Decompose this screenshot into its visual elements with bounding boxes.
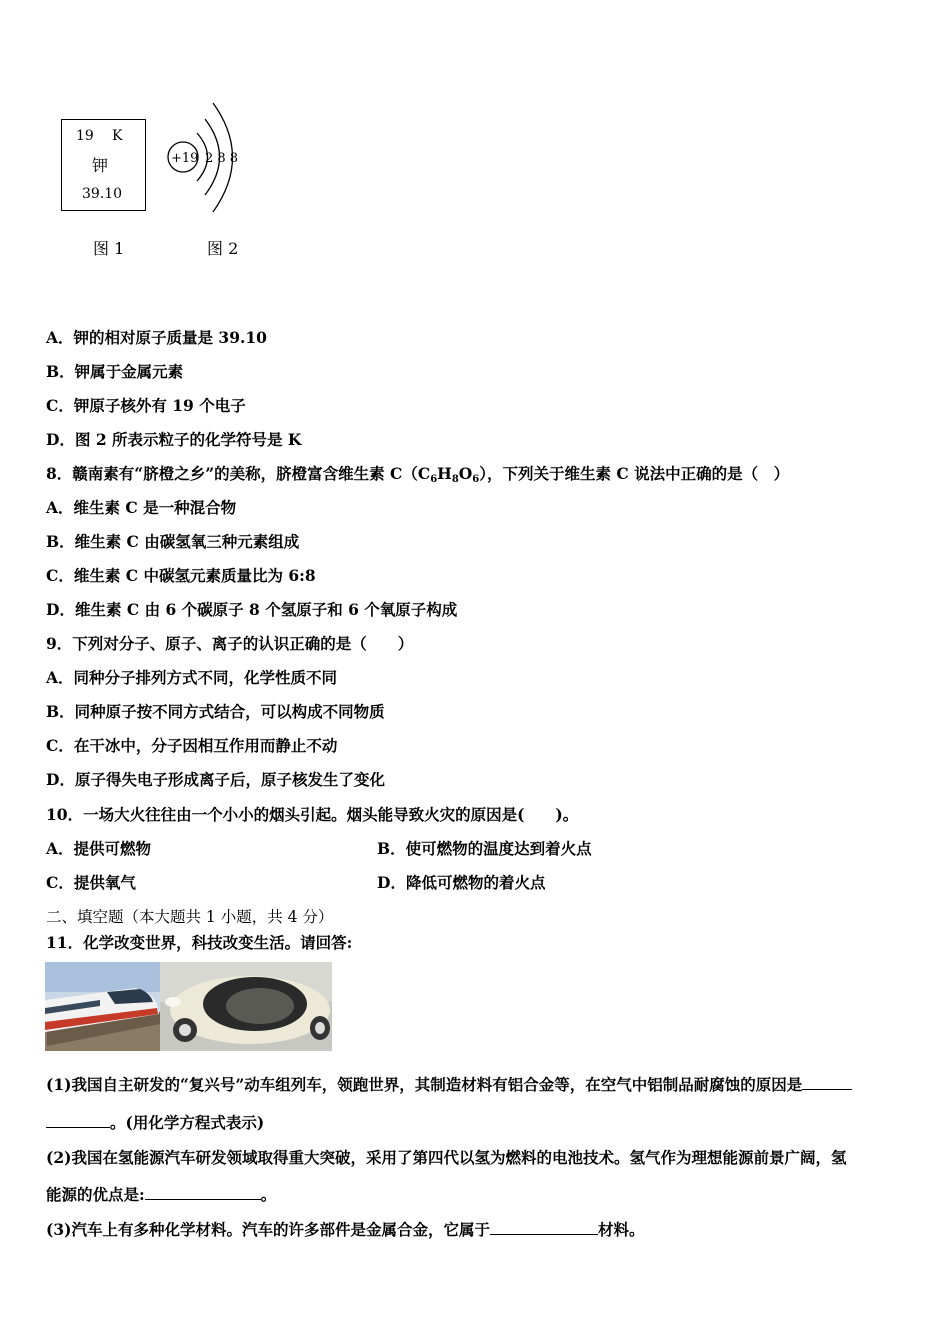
q8-stem: 8．赣南素有“脐橙之乡”的美称，脐橙富含维生素 $C(C_6H_8O_6)$，下列关于维生素 C 说法中正确的是（ ） [46,464,790,485]
q7-option-a: A．钾的相对原子质量是 39.10 [46,328,267,347]
q11-photos [45,962,332,1051]
q11-part2-line2: 能源的优点是: 。 [46,1185,277,1204]
q11-part3-line: (3)汽车上有多种化学材料。汽车的许多部件是金属合金，它属于 材料。 [46,1220,645,1239]
q11-part1-blank-cont[interactable] [46,1113,110,1128]
q11-part3-blank[interactable] [490,1220,598,1235]
figure2-label: 图 2 [207,239,239,258]
concept-car-photo [160,962,332,1051]
q7-option-c: C．钾原子核外有 19 个电子 [46,396,246,415]
atomic-number: 19 [76,128,94,144]
q11-part1-line2: 。(用化学方程式表示) [46,1111,264,1133]
electron-shells: 2 8 8 [205,151,239,166]
q10-option-b: B．使可燃物的温度达到着火点 [377,839,592,858]
q8-option-d: D．维生素 C 由 6 个碳原子 8 个氢原子和 6 个氧原子构成 [46,600,458,619]
atom-structure-diagram [160,95,260,220]
element-name: 钾 [92,156,109,175]
q10-option-a: A．提供可燃物 [46,839,152,858]
element-symbol: K [112,128,123,144]
train-photo [45,962,160,1051]
q7-option-d: D．图 2 所表示粒子的化学符号是 K [46,430,302,449]
q11-part2-blank[interactable] [145,1185,261,1200]
q10-stem: 10．一场大火往往由一个小小的烟头引起。烟头能导致火灾的原因是( )。 [46,805,579,824]
atomic-mass: 39.10 [82,186,123,202]
nucleus-charge: +19 [171,151,199,166]
q7-option-b: B．钾属于金属元素 [46,362,184,381]
section-heading: 二、填空题（本大题共 1 小题，共 4 分） [46,908,334,926]
q11-part1-blank[interactable] [802,1075,852,1090]
q11-part1-line1: (1)我国自主研发的“复兴号”动车组列车，领跑世界，其制造材料有铝合金等，在空气中铝制品耐腐蚀的原因是 [46,1073,852,1095]
q9-option-d: D．原子得失电子形成离子后，原子核发生了变化 [46,770,385,789]
q8-option-a: A．维生素 C 是一种混合物 [46,498,237,517]
q8-option-c: C．维生素 C 中碳氢元素质量比为 6:8 [46,566,316,585]
q9-option-c: C．在干冰中，分子因相互作用而静止不动 [46,736,338,755]
q9-option-a: A．同种分子排列方式不同，化学性质不同 [46,668,338,687]
q11-part2-line1: (2)我国在氢能源汽车研发领域取得重大突破，采用了第四代以氢为燃料的电池技术。氢气作为理想能源前景广阔，氢 [46,1148,847,1167]
q8-option-b: B．维生素 C 由碳氢氧三种元素组成 [46,532,300,551]
q10-option-c: C．提供氧气 [46,873,136,892]
q10-option-d: D．降低可燃物的着火点 [377,873,546,892]
q11-stem: 11．化学改变世界，科技改变生活。请回答: [46,933,353,952]
q9-option-b: B．同种原子按不同方式结合，可以构成不同物质 [46,702,385,721]
q9-stem: 9．下列对分子、原子、离子的认识正确的是（ ） [46,634,414,653]
element-card-figure [61,119,146,211]
figure1-label: 图 1 [93,239,125,258]
